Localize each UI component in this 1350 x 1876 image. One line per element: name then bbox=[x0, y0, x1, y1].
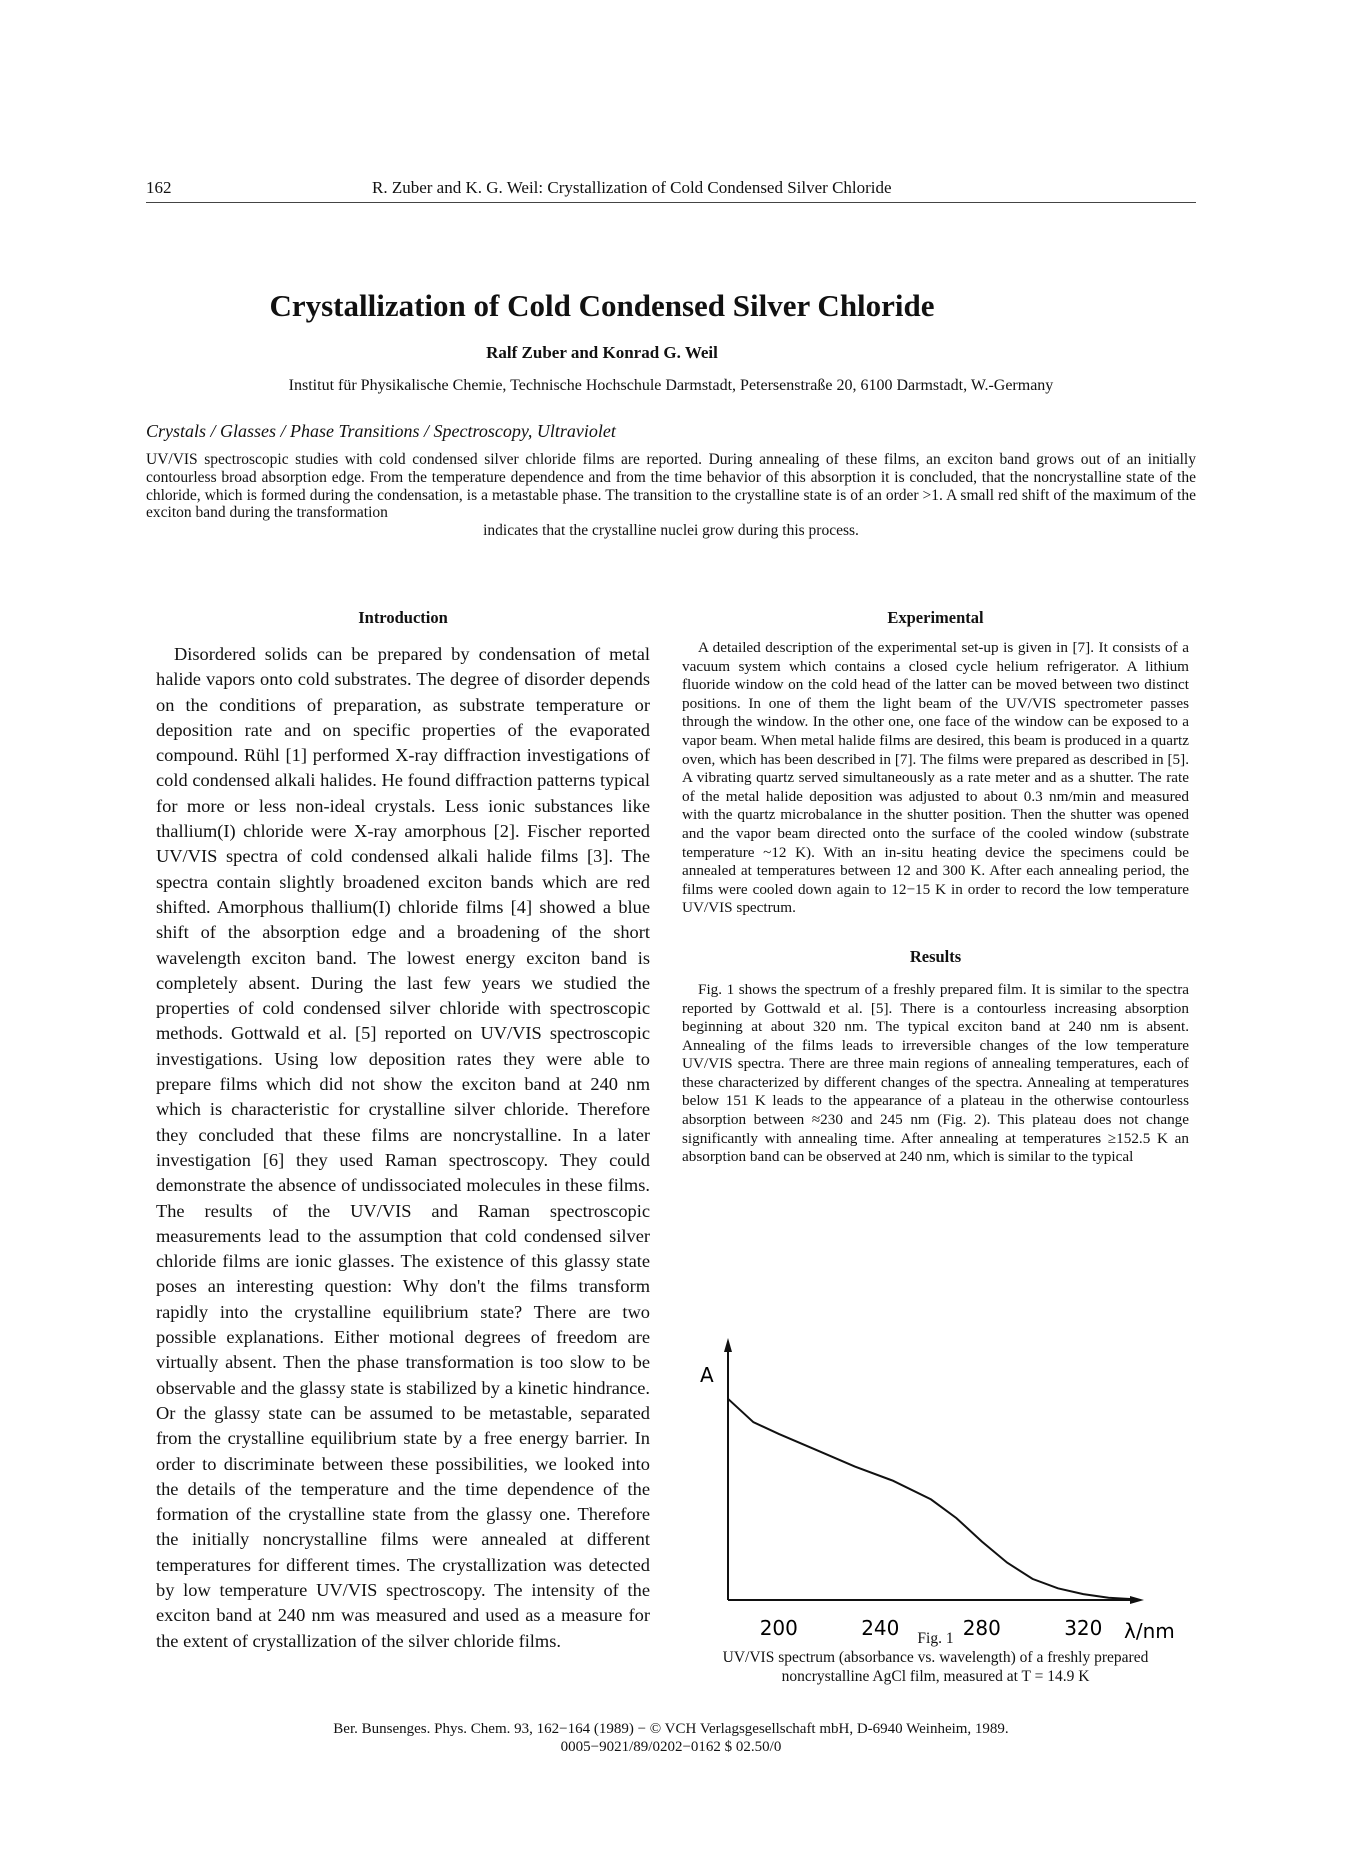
introduction-section bbox=[156, 608, 650, 1654]
page-number: 162 bbox=[146, 178, 172, 197]
abstract bbox=[146, 451, 1196, 540]
x-tick-label: 200 bbox=[759, 1616, 798, 1640]
y-axis-arrow bbox=[724, 1338, 732, 1352]
right-column bbox=[682, 608, 1189, 1167]
figure-label: Fig. 1 bbox=[917, 1630, 954, 1647]
affiliation: Institut für Physikalische Chemie, Technische Hochschule Darmstadt, Petersenstraße 20, 6100 Darmstadt, W.-Germany bbox=[288, 377, 1054, 394]
experimental-heading: Experimental bbox=[887, 608, 984, 627]
y-axis-label: A bbox=[700, 1363, 714, 1387]
keywords: Crystals / Glasses / Phase Transitions / Spectroscopy, Ultraviolet bbox=[146, 421, 616, 441]
experimental-body: A detailed description of the experimental set-up is given in [7]. It consists of a vacuum system which contains a closed cycle helium refrigerator. A lithium fluoride window on the cold head of the latter can be moved between two distinct positions. In one of them the light beam of the UV/VIS spectrometer passes through the window. In the other one, one face of the window can be exposed to a vapor beam. When metal halide films are desired, this beam is produced in a quartz oven, which has been described in [7]. The films were prepared as described in [5]. A vibrating quartz served simultaneously as a rate meter and as a shutter. The rate of the metal halide deposition was adjusted to about 0.3 nm/min and measured with the quartz microbalance in the shutter position. Then the shutter was opened and the vapor beam directed onto the surface of the cooled window (substrate temperature ~12 K). With an in-situ heating device the specimens could be annealed at temperatures between 12 and 300 K. After each annealing period, the films were cooled down again to 12−15 K in order to record the low temperature UV/VIS spectrum. bbox=[682, 639, 1189, 917]
caption-line-2: noncrystalline AgCl film, measured at T = 14.9 K bbox=[781, 1668, 1090, 1685]
introduction-body: Disordered solids can be prepared by condensation of metal halide vapors onto cold substrates. The degree of disorder depends on the conditions of preparation, as substrate temperature or deposition rate and on specific properties of the evaporated compound. Rühl [1] performed X-ray diffraction investigations of cold condensed alkali halides. He found diffraction patterns typical for more or less non-ideal crystals. Less ionic substances like thallium(I) chloride were X-ray amorphous [2]. Fischer reported UV/VIS spectra of cold condensed alkali halide films [3]. The spectra contain slightly broadened exciton bands which are red shifted. Amorphous thallium(I) chloride films [4] showed a blue shift of the absorption edge and a broadening of the short wavelength exciton band. The lowest energy exciton band is completely absent. During the last few years we studied the properties of cold condensed silver chloride with spectroscopic methods. Gottwald et al. [5] reported on UV/VIS spectroscopic investigations. Using low deposition rates they were able to prepare films which did not show the exciton band at 240 nm which is characteristic for crystalline silver chloride. Therefore they concluded that these films are noncrystalline. In a later investigation [6] they used Raman spectroscopy. They could demonstrate the absence of undissociated molecules in these films. The results of the UV/VIS and Raman spectroscopic measurements lead to the assumption that cold condensed silver chloride films are ionic glasses. The existence of this glassy state poses an interesting question: Why don't the films transform rapidly into the crystalline equilibrium state? There are two possible explanations. Either motional degrees of freedom are virtually absent. Then the phase transformation is too slow to be observable and the glassy state is stabilized by a kinetic hindrance. Or the glassy state can be assumed to be metastable, separated from the crystalline equilibrium state by a free energy barrier. In order to discriminate between these possibilities, we looked into the details of the temperature and the time dependence of the formation of the crystalline state from the glassy one. Therefore the initially noncrystalline films were annealed at different temperatures for different times. The crystallization was detected by low temperature UV/VIS spectroscopy. The intensity of the exciton band at 240 nm was measured and used as a measure for the extent of crystallization of the silver chloride films. bbox=[156, 644, 650, 1651]
introduction-heading: Introduction bbox=[358, 608, 448, 627]
x-axis-label: λ/nm bbox=[1124, 1619, 1175, 1643]
citation-line: Ber. Bunsenges. Phys. Chem. 93, 162−164 (1989) − © VCH Verlagsgesellschaft mbH, D-6940 Weinheim, 1989. bbox=[333, 1721, 1009, 1737]
article-title: Crystallization of Cold Condensed Silver Chloride bbox=[269, 288, 935, 323]
x-tick-label: 280 bbox=[962, 1616, 1001, 1640]
figure-caption bbox=[682, 1629, 1189, 1686]
x-tick-label: 320 bbox=[1064, 1616, 1103, 1640]
caption-line-1: UV/VIS spectrum (absorbance vs. wavelength) of a freshly prepared bbox=[722, 1649, 1149, 1666]
x-tick-label: 240 bbox=[861, 1616, 900, 1640]
authors: Ralf Zuber and Konrad G. Weil bbox=[486, 343, 718, 362]
running-head bbox=[146, 176, 1196, 203]
spectrum-line bbox=[728, 1399, 1134, 1600]
issn-line: 0005−9021/89/0202−0162 $ 02.50/0 bbox=[560, 1739, 782, 1755]
results-heading: Results bbox=[909, 946, 962, 966]
footer bbox=[146, 1720, 1196, 1756]
running-title: R. Zuber and K. G. Weil: Crystallization of Cold Condensed Silver Chloride bbox=[372, 178, 892, 197]
results-body: Fig. 1 shows the spectrum of a freshly prepared film. It is similar to the spectra reported by Gottwald et al. [5]. There is a contourless increasing absorption beginning at about 320 nm. The typical exciton band at 240 nm is absent. Annealing of the films leads to irreversible changes of the low temperature UV/VIS spectra. There are three main regions of annealing temperatures, each of these characterized by different changes of the spectra. Annealing at temperatures below 151 K leads to the appearance of a plateau in the otherwise contourless absorption between ≈230 and 245 nm (Fig. 2). This plateau does not change significantly with annealing time. After annealing at temperatures ≥152.5 K an absorption band can be observed at 240 nm, which is similar to the typical bbox=[682, 980, 1189, 1166]
abstract-last-line: indicates that the crystalline nuclei grow during this process. bbox=[483, 522, 859, 540]
abstract-main: UV/VIS spectroscopic studies with cold condensed silver chloride films are reported. During annealing of these films, an exciton band grows out of an initially contourless broad absorption edge. From the temperature dependence and from the time behavior of this absorption it is concluded, that the noncrystalline state of the chloride, which is formed during the condensation, is a metastable phase. The transition to the crystalline state is of an order >1. A small red shift of the maximum of the exciton band during the transformation bbox=[146, 451, 1196, 522]
